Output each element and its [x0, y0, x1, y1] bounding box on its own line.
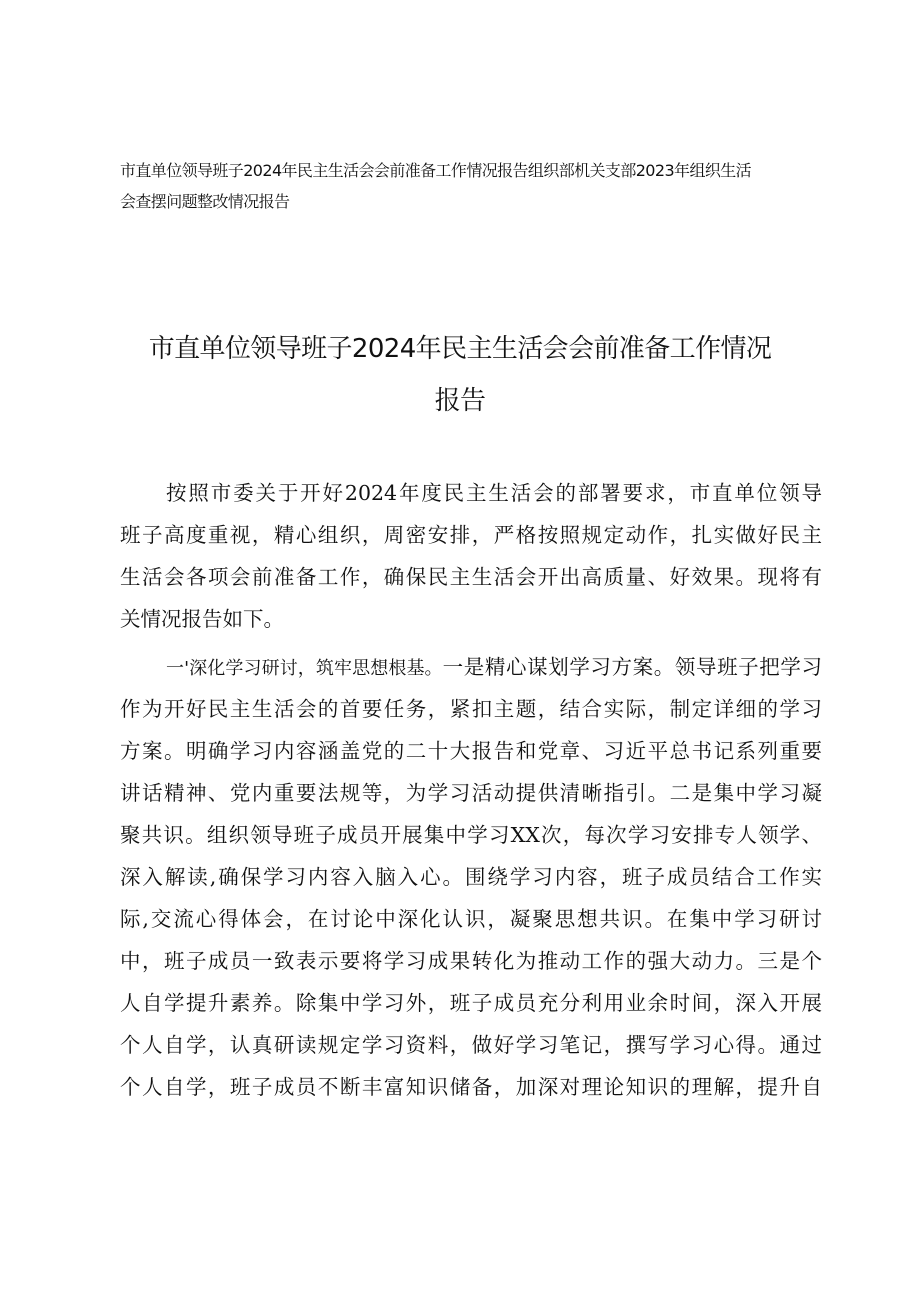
section-1-line: 作为开好民主生活会的首要任务，紧扣主题，结合实际，制定详细的学习 [120, 697, 822, 721]
section-1-first-line-text: 一是精心谋划学习方案。领导班子把学习 [442, 655, 822, 679]
section-1-first-line [166, 652, 822, 684]
section-1-line: 人自学提升素养。除集中学习外，班子成员充分利用业余时间，深入开展 [120, 991, 822, 1015]
document-title-line-2: 报告 [434, 386, 486, 416]
section-1-line: 中，班子成员一致表示要将学习成果转化为推动工作的强大动力。三是个 [120, 949, 822, 973]
section-1-line: 聚共识。组织领导班子成员开展集中学习XX次，每次学习安排专人领学、 [120, 823, 822, 847]
section-1-line: 讲话精神、党内重要法规等，为学习活动提供清晰指引。二是集中学习凝 [120, 781, 822, 805]
paragraph-1-line: 班子高度重视，精心组织，周密安排，严格按照规定动作，扎实做好民主 [120, 523, 822, 547]
section-1-line: 个人自学，班子成员不断丰富知识储备，加深对理论知识的理解，提升自 [120, 1075, 822, 1099]
document-header-line-2: 会查摆问题整改情况报告 [120, 192, 290, 211]
section-1-line: 深入解读,确保学习内容入脑入心。围绕学习内容，班子成员结合工作实 [120, 865, 822, 889]
paragraph-1-line: 关情况报告如下。 [120, 607, 284, 631]
section-1-line: 际,交流心得体会，在讨论中深化认识，凝聚思想共识。在集中学习研讨 [120, 907, 822, 931]
paragraph-1-line: 按照市委关于开好2024年度民主生活会的部署要求，市直单位领导 [166, 481, 822, 505]
section-1-heading: 一'深化学习研讨，筑牢思想根基。 [166, 658, 443, 679]
section-1-line: 个人自学，认真研读规定学习资料，做好学习笔记，撰写学习心得。通过 [120, 1033, 822, 1057]
section-1-line: 方案。明确学习内容涵盖党的二十大报告和党章、习近平总书记系列重要 [120, 739, 822, 763]
document-title-line-1: 市直单位领导班子2024年民主生活会会前准备工作情况 [148, 334, 772, 364]
document-header-line-1: 市直单位领导班子2024年民主生活会会前准备工作情况报告组织部机关支部2023年组织生活 [120, 161, 752, 180]
paragraph-1-line: 生活会各项会前准备工作，确保民主生活会开出高质量、好效果。现将有 [120, 565, 822, 589]
